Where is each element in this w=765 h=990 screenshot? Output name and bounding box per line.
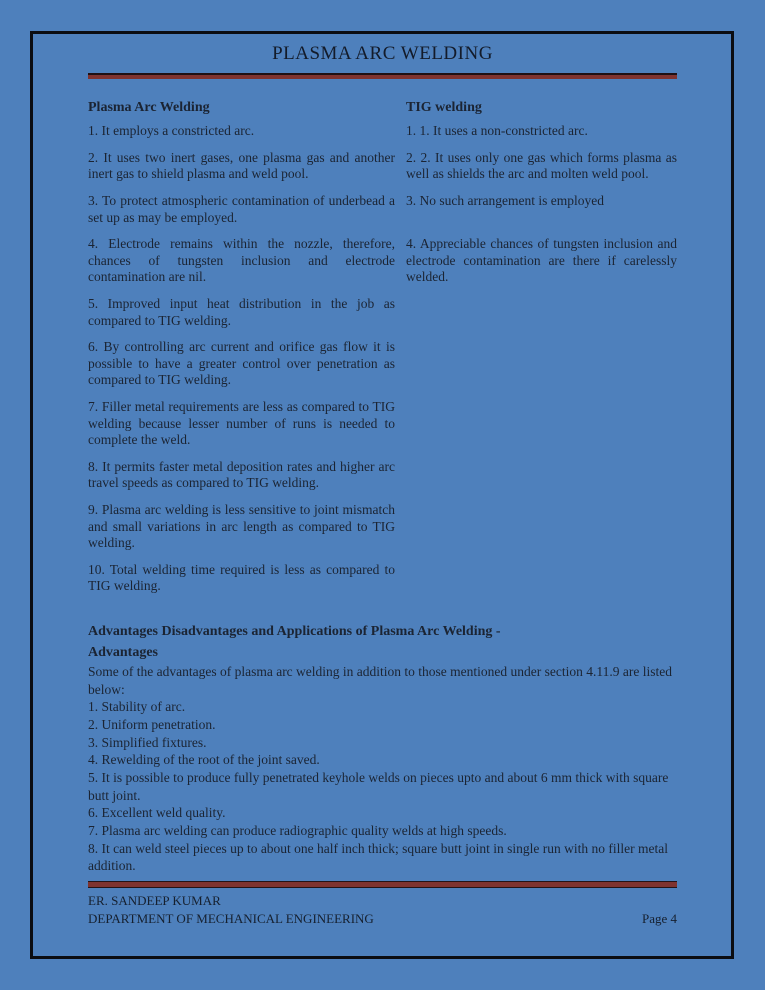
advantages-subheading: Advantages	[88, 644, 159, 660]
comparison-left-item: 7. Filler metal requirements are less as compared to TIG welding because lesser number of runs is needed to complete the weld.	[88, 398, 395, 448]
comparison-table	[88, 99, 677, 605]
comparison-left-item: 1. It employs a constricted arc.	[88, 123, 255, 139]
page-title: PLASMA ARC WELDING	[272, 43, 493, 64]
comparison-left-item: 2. It uses two inert gases, one plasma gas and another inert gas to shield plasma and weld pool.	[88, 149, 395, 182]
title-rule	[88, 73, 677, 79]
comparison-right-item: 1. 1. It uses a non-constricted arc.	[406, 123, 588, 139]
footer-page-number: Page 4	[641, 910, 677, 926]
comparison-left-item: 10. Total welding time required is less as compared to TIG welding.	[88, 561, 395, 594]
comparison-right-item: 4. Appreciable chances of tungsten inclusion and electrode contamination are there if carelessly welded.	[406, 236, 677, 285]
advantages-item: 1. Stability of arc.	[88, 699, 186, 715]
advantages-item: 4. Rewelding of the root of the joint saved.	[88, 752, 320, 768]
comparison-left-item: 9. Plasma arc welding is less sensitive to joint mismatch and small variations in arc length as compared to TIG welding.	[88, 501, 395, 551]
footer-rule	[88, 881, 677, 888]
footer-author: ER. SANDEEP KUMAR	[88, 893, 221, 908]
advantages-section	[88, 621, 677, 875]
advantages-item: 6. Excellent weld quality.	[88, 805, 226, 821]
page-footer	[88, 881, 677, 927]
comparison-left-item: 8. It permits faster metal deposition rates and higher arc travel speeds as compared to TIG welding.	[88, 458, 395, 491]
advantages-heading: Advantages Disadvantages and Applications of Plasma Arc Welding -	[88, 623, 501, 639]
comparison-right-item: 3. No such arrangement is employed	[406, 193, 604, 208]
comparison-left-item: 6. By controlling arc current and orifice gas flow it is possible to have a greater control over penetration as compared to TIG welding.	[88, 339, 395, 388]
advantages-item: 8. It can weld steel pieces up to about one half inch thick; square butt joint in single run with no filler metal addition.	[88, 840, 668, 874]
advantages-intro: Some of the advantages of plasma arc welding in addition to those mentioned under section 4.11.9 are listed below:	[88, 663, 672, 697]
advantages-item: 3. Simplified fixtures.	[88, 734, 207, 750]
page-content	[88, 40, 677, 875]
comparison-left-heading: Plasma Arc Welding	[88, 100, 210, 115]
advantages-item: 7. Plasma arc welding can produce radiographic quality welds at high speeds.	[88, 822, 507, 838]
advantages-item: 2. Uniform penetration.	[88, 716, 216, 732]
comparison-right-item: 2. 2. It uses only one gas which forms plasma as well as shields the arc and molten weld pool.	[406, 149, 677, 182]
comparison-right-heading: TIG welding	[406, 100, 482, 115]
comparison-left-item: 3. To protect atmospheric contamination of underbead a set up as may be employed.	[88, 193, 395, 225]
advantages-item: 5. It is possible to produce fully penetrated keyhole welds on pieces upto and about 6 mm thick with square butt joint.	[88, 769, 669, 803]
footer-department: DEPARTMENT OF MECHANICAL ENGINEERING	[88, 910, 374, 926]
comparison-left-item: 4. Electrode remains within the nozzle, therefore, chances of tungsten inclusion and electrode contamination are nil.	[88, 236, 395, 285]
comparison-left-item: 5. Improved input heat distribution in the job as compared to TIG welding.	[88, 295, 395, 328]
